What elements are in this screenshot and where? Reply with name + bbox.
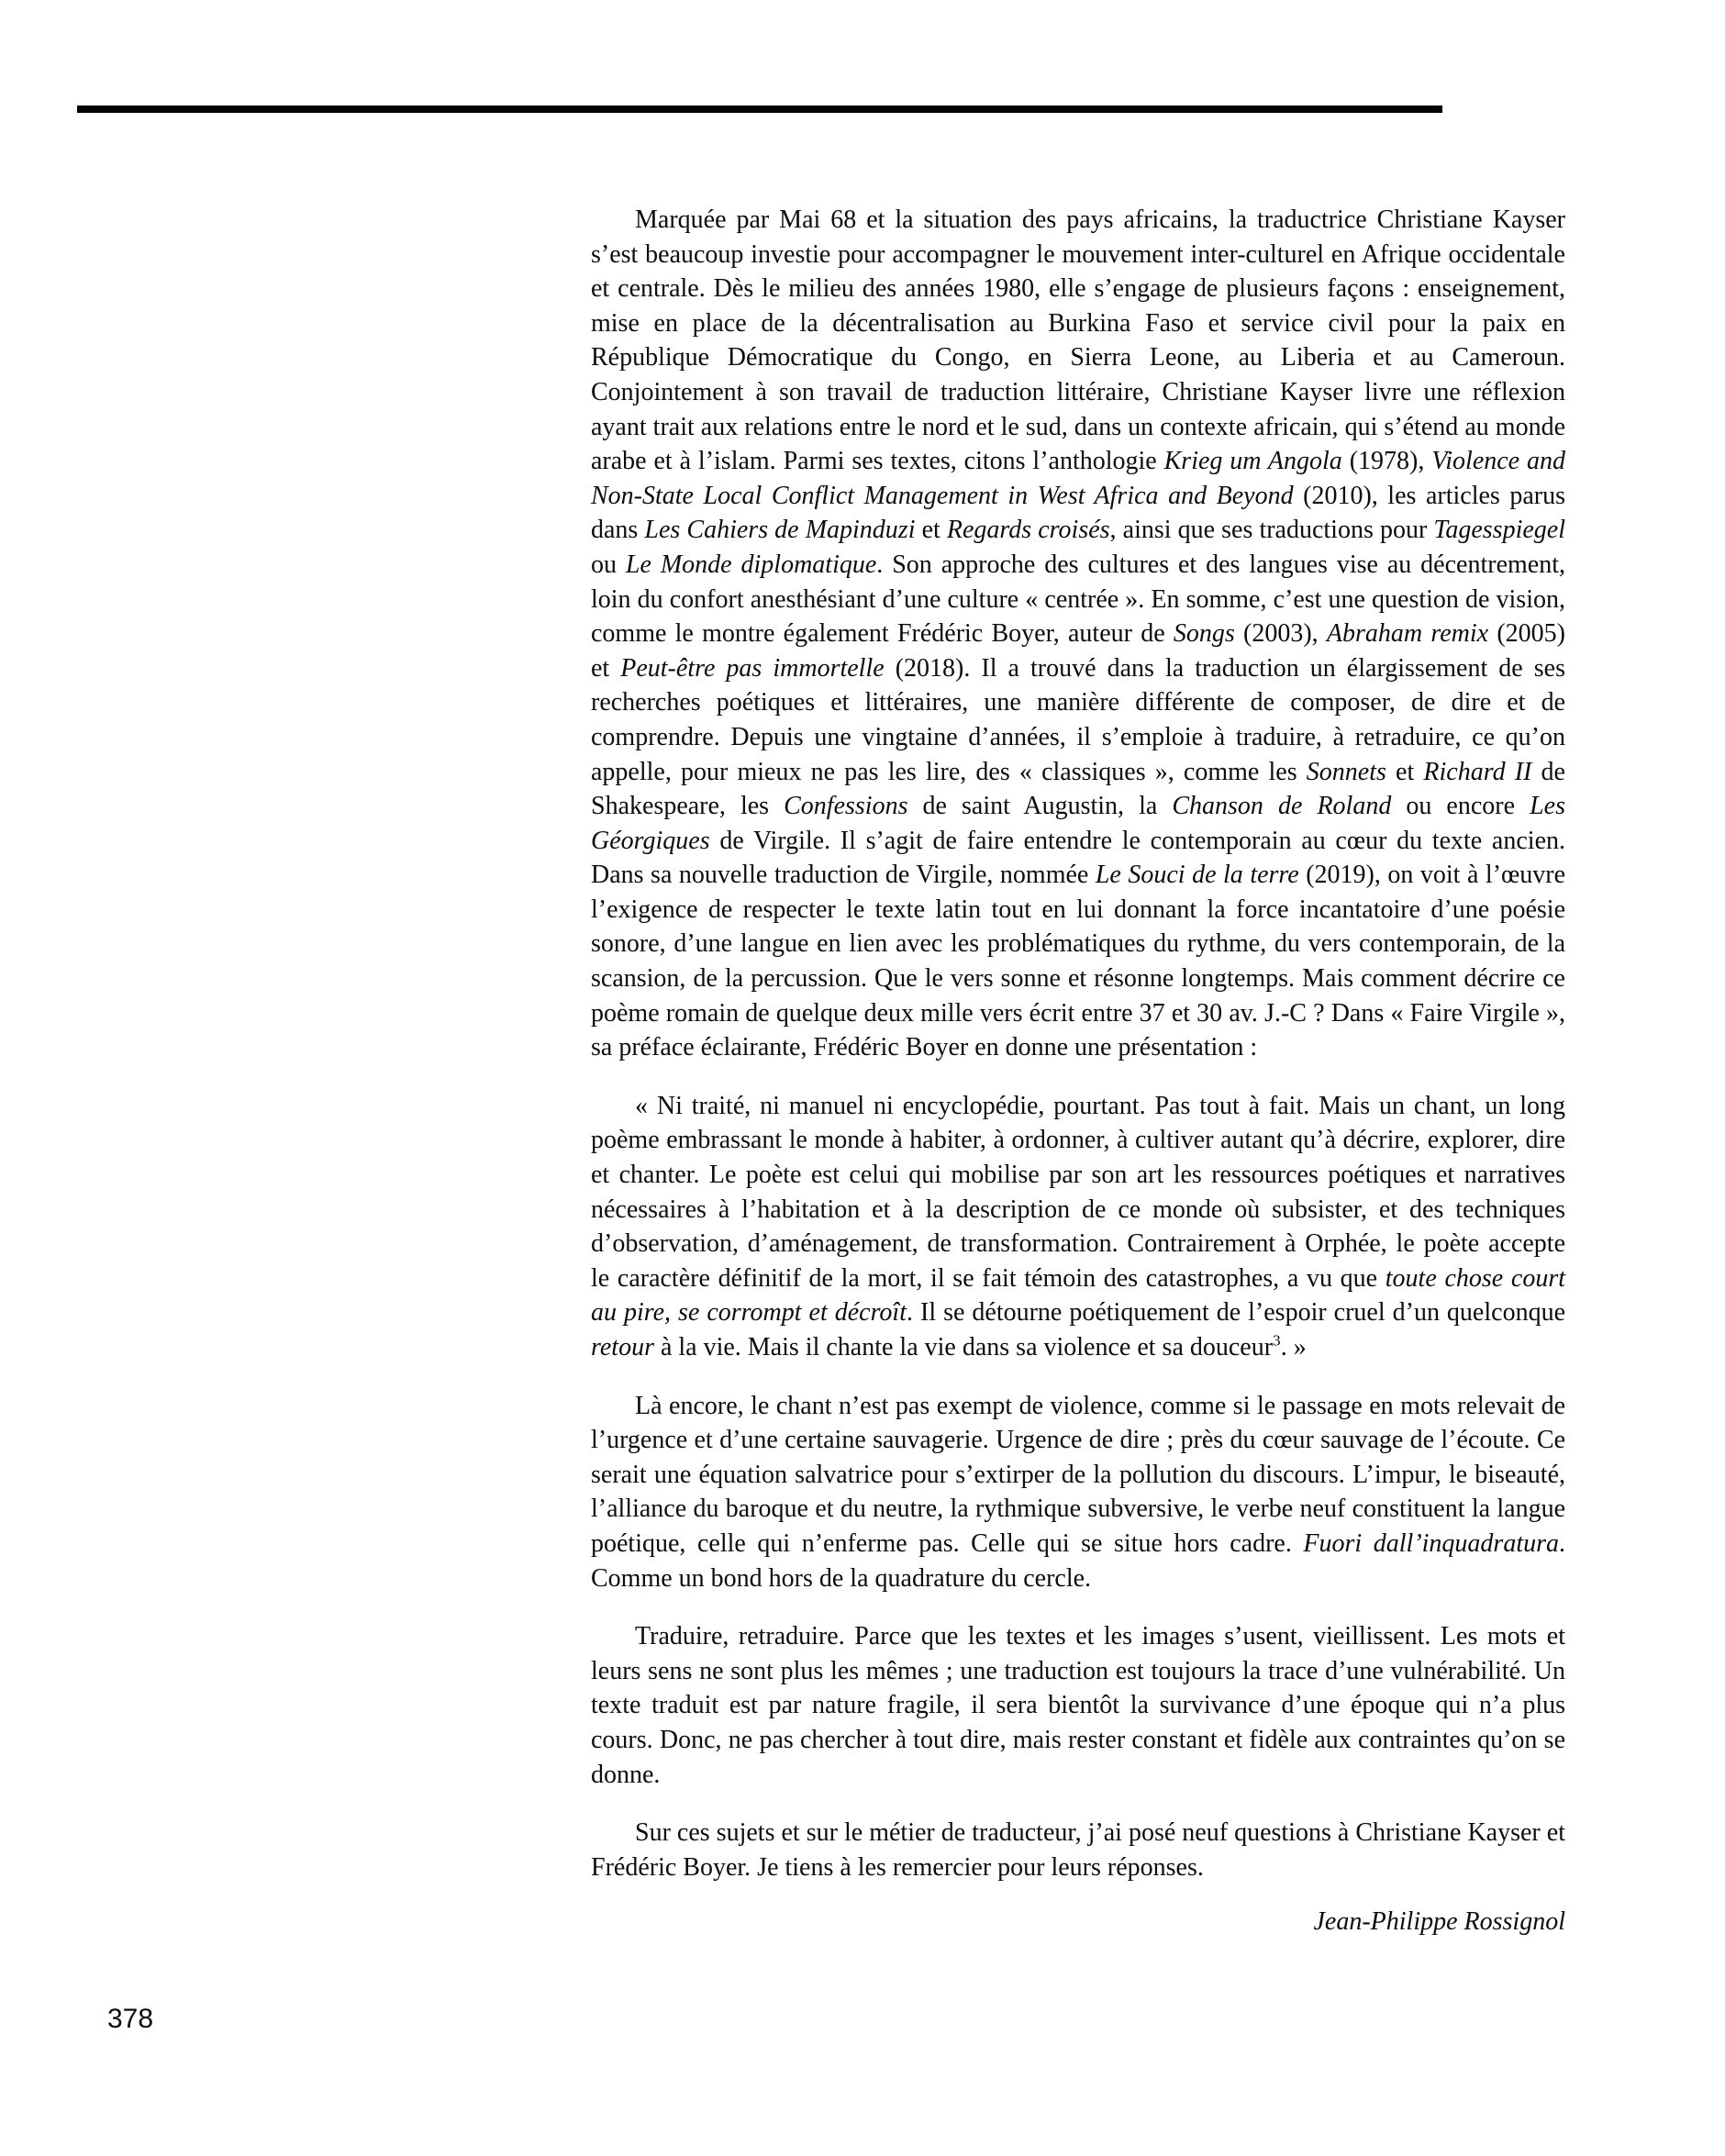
text-segment: Marquée par Mai 68 et la situation des pays africains, la traductrice Christiane Kayser s’est beaucoup investie pour accompagner le mouvement inter-culturel en Afrique occidentale et centrale. Dès le milieu des années 1980, elle s’engage de plusieurs façons : enseignement, mise en place de la décentralisation au Burkina Faso et service civil pour la paix en République Démocratique du Congo, en Sierra Leone, au Liberia et au Cameroun. Conjointement à son travail de traduction littéraire, Christiane Kayser livre une réflexion ayant trait aux relations entre le nord et le sud, dans un contexte africain, qui s’étend au monde arabe et à l’islam. Parmi ses textes, citons l’anthologie <box>591 206 1565 476</box>
paragraphs-container <box>591 203 1565 1884</box>
italic-title-segment: Le Souci de la terre <box>1095 861 1299 890</box>
text-segment: Traduire, retraduire. Parce que les textes et les images s’usent, vieillissent. Les mots et leurs sens ne sont plus les mêmes ; une traduction est toujours la trace d’une vulnérabilité. Un texte traduit est par nature fragile, il sera bientôt la survivance d’une époque qui n’a plus cours. Donc, ne pas chercher à tout dire, mais rester constant et fidèle aux contraintes qu’on se donne. <box>591 1622 1565 1789</box>
italic-title-segment: toute chose court au pire, se corrompt et décroît <box>591 1263 1566 1328</box>
text-segment: . Comme un bond hors de la quadrature du cercle. <box>591 1528 1565 1593</box>
top-rule <box>77 106 1442 113</box>
italic-title-segment: Regards croisés <box>946 516 1110 545</box>
italic-title-segment: Les Cahiers de Mapinduzi <box>644 516 916 545</box>
text-segment: et <box>915 516 947 545</box>
text-segment: de saint Augustin, la <box>907 792 1173 821</box>
italic-title-segment: Richard II <box>1423 757 1532 786</box>
paragraph <box>591 1389 1565 1596</box>
paragraph <box>591 1619 1565 1792</box>
text-segment: de Virgile. Il s’agit de faire entendre le contemporain au cœur du texte ancien. Dans sa nouvelle traduction de Virgile, nommée <box>591 826 1565 890</box>
text-segment: de Shakespeare, les <box>591 757 1565 821</box>
text-segment: à la vie. Mais il chante la vie dans sa violence et sa douceur <box>653 1333 1274 1361</box>
italic-title-segment: Sonnets <box>1306 757 1386 786</box>
italic-title-segment: Chanson de Roland <box>1172 792 1392 821</box>
text-segment: ou encore <box>1391 792 1530 821</box>
text-segment: Sur ces sujets et sur le métier de traducteur, j’ai posé neuf questions à Christiane Kayser et Frédéric Boyer. Je tiens à les remercier pour leurs réponses. <box>591 1818 1565 1882</box>
text-segment: (2019), on voit à l’œuvre l’exigence de respecter le texte latin tout en lui donnant la force incantatoire d’une poésie sonore, d’une langue en lien avec les problématiques du rythme, du vers contemporain, de la scansion, de la percussion. Que le vers sonne et résonne longtemps. Mais comment décrire ce poème romain de quelque deux mille vers écrit entre 37 et 30 av. J.-C ? Dans « Faire Virgile », sa préface éclairante, Frédéric Boyer en donne une présentation : <box>591 861 1565 1062</box>
text-column <box>591 203 1565 1939</box>
italic-title-segment: Les Géorgiques <box>591 792 1565 855</box>
text-segment: ou <box>591 550 626 579</box>
text-segment: (1978), <box>1341 447 1432 476</box>
italic-title-segment: retour <box>591 1333 654 1361</box>
paragraph <box>591 1816 1565 1884</box>
italic-title-segment: Abraham remix <box>1326 619 1489 649</box>
author-signature: Jean-Philippe Rossignol <box>1313 1907 1565 1937</box>
italic-title-segment: Peut-être pas immortelle <box>620 653 885 683</box>
text-segment: (2003), <box>1234 619 1327 649</box>
text-segment: . Son approche des cultures et des langues vise au décentrement, loin du confort anesthésiant d’une culture « centrée ». En somme, c’est une question de vision, comme le montre également Frédéric Boyer, auteur de <box>591 550 1565 649</box>
text-segment: « Ni traité, ni manuel ni encyclopédie, pourtant. Pas tout à fait. Mais un chant, un long poème embrassant le monde à habiter, à ordonner, à cultiver autant qu’à décrire, explorer, dire et chanter. Le poète est celui qui mobilise par son art les ressources poétiques et narratives nécessaires à l’habitation et à la description de ce monde où subsister, et des techniques d’observation, d’aménagement, de transformation. Contrairement à Orphée, le poète accepte le caractère définitif de la mort, il se fait témoin des catastrophes, a vu que <box>591 1091 1565 1293</box>
text-segment: (2005) et <box>591 619 1565 683</box>
text-segment: , ainsi que ses traductions pour <box>1109 516 1434 545</box>
italic-title-segment: Fuori dall’inquadratura <box>1303 1528 1559 1558</box>
italic-title-segment: Krieg um Angola <box>1163 447 1342 476</box>
italic-title-segment: Tagesspiegel <box>1433 516 1565 545</box>
text-segment: (2010), les articles parus dans <box>591 481 1565 545</box>
text-segment: (2018). Il a trouvé dans la traduction un élargissement de ses recherches poétiques et littéraires, une manière différente de composer, de dire et de comprendre. Depuis une vingtaine d’années, il s’emploie à traduire, à retraduire, ce qu’on appelle, pour mieux ne pas les lire, des « classiques », comme les <box>591 653 1565 786</box>
italic-title-segment: Le Monde diplomatique <box>625 550 877 579</box>
paragraph <box>591 203 1565 1065</box>
text-segment: . Il se détourne poétiquement de l’espoir cruel d’un quelconque <box>907 1298 1565 1328</box>
text-segment: Là encore, le chant n’est pas exempt de violence, comme si le passage en mots relevait de l’urgence et d’une certaine sauvagerie. Urgence de dire ; près du cœur sauvage de l’écoute. Ce serait une équation salvatrice pour s’extirper de la pollution du discours. L’impur, le biseauté, l’alliance du baroque et du neutre, la rythmique subversive, le verbe neuf constituent la langue poétique, celle qui n’enferme pas. Celle qui se situe hors cadre. <box>591 1391 1565 1558</box>
italic-title-segment: Violence and Non-State Local Conflict Management in West Africa and Beyond <box>591 447 1565 510</box>
paragraph <box>591 1089 1565 1365</box>
footnote-ref: 3 <box>1273 1331 1281 1350</box>
italic-title-segment: Songs <box>1173 619 1235 649</box>
italic-title-segment: Confessions <box>784 792 908 821</box>
page-number: 378 <box>107 2004 154 2034</box>
text-segment: et <box>1386 757 1424 786</box>
text-segment: . » <box>1280 1333 1307 1361</box>
